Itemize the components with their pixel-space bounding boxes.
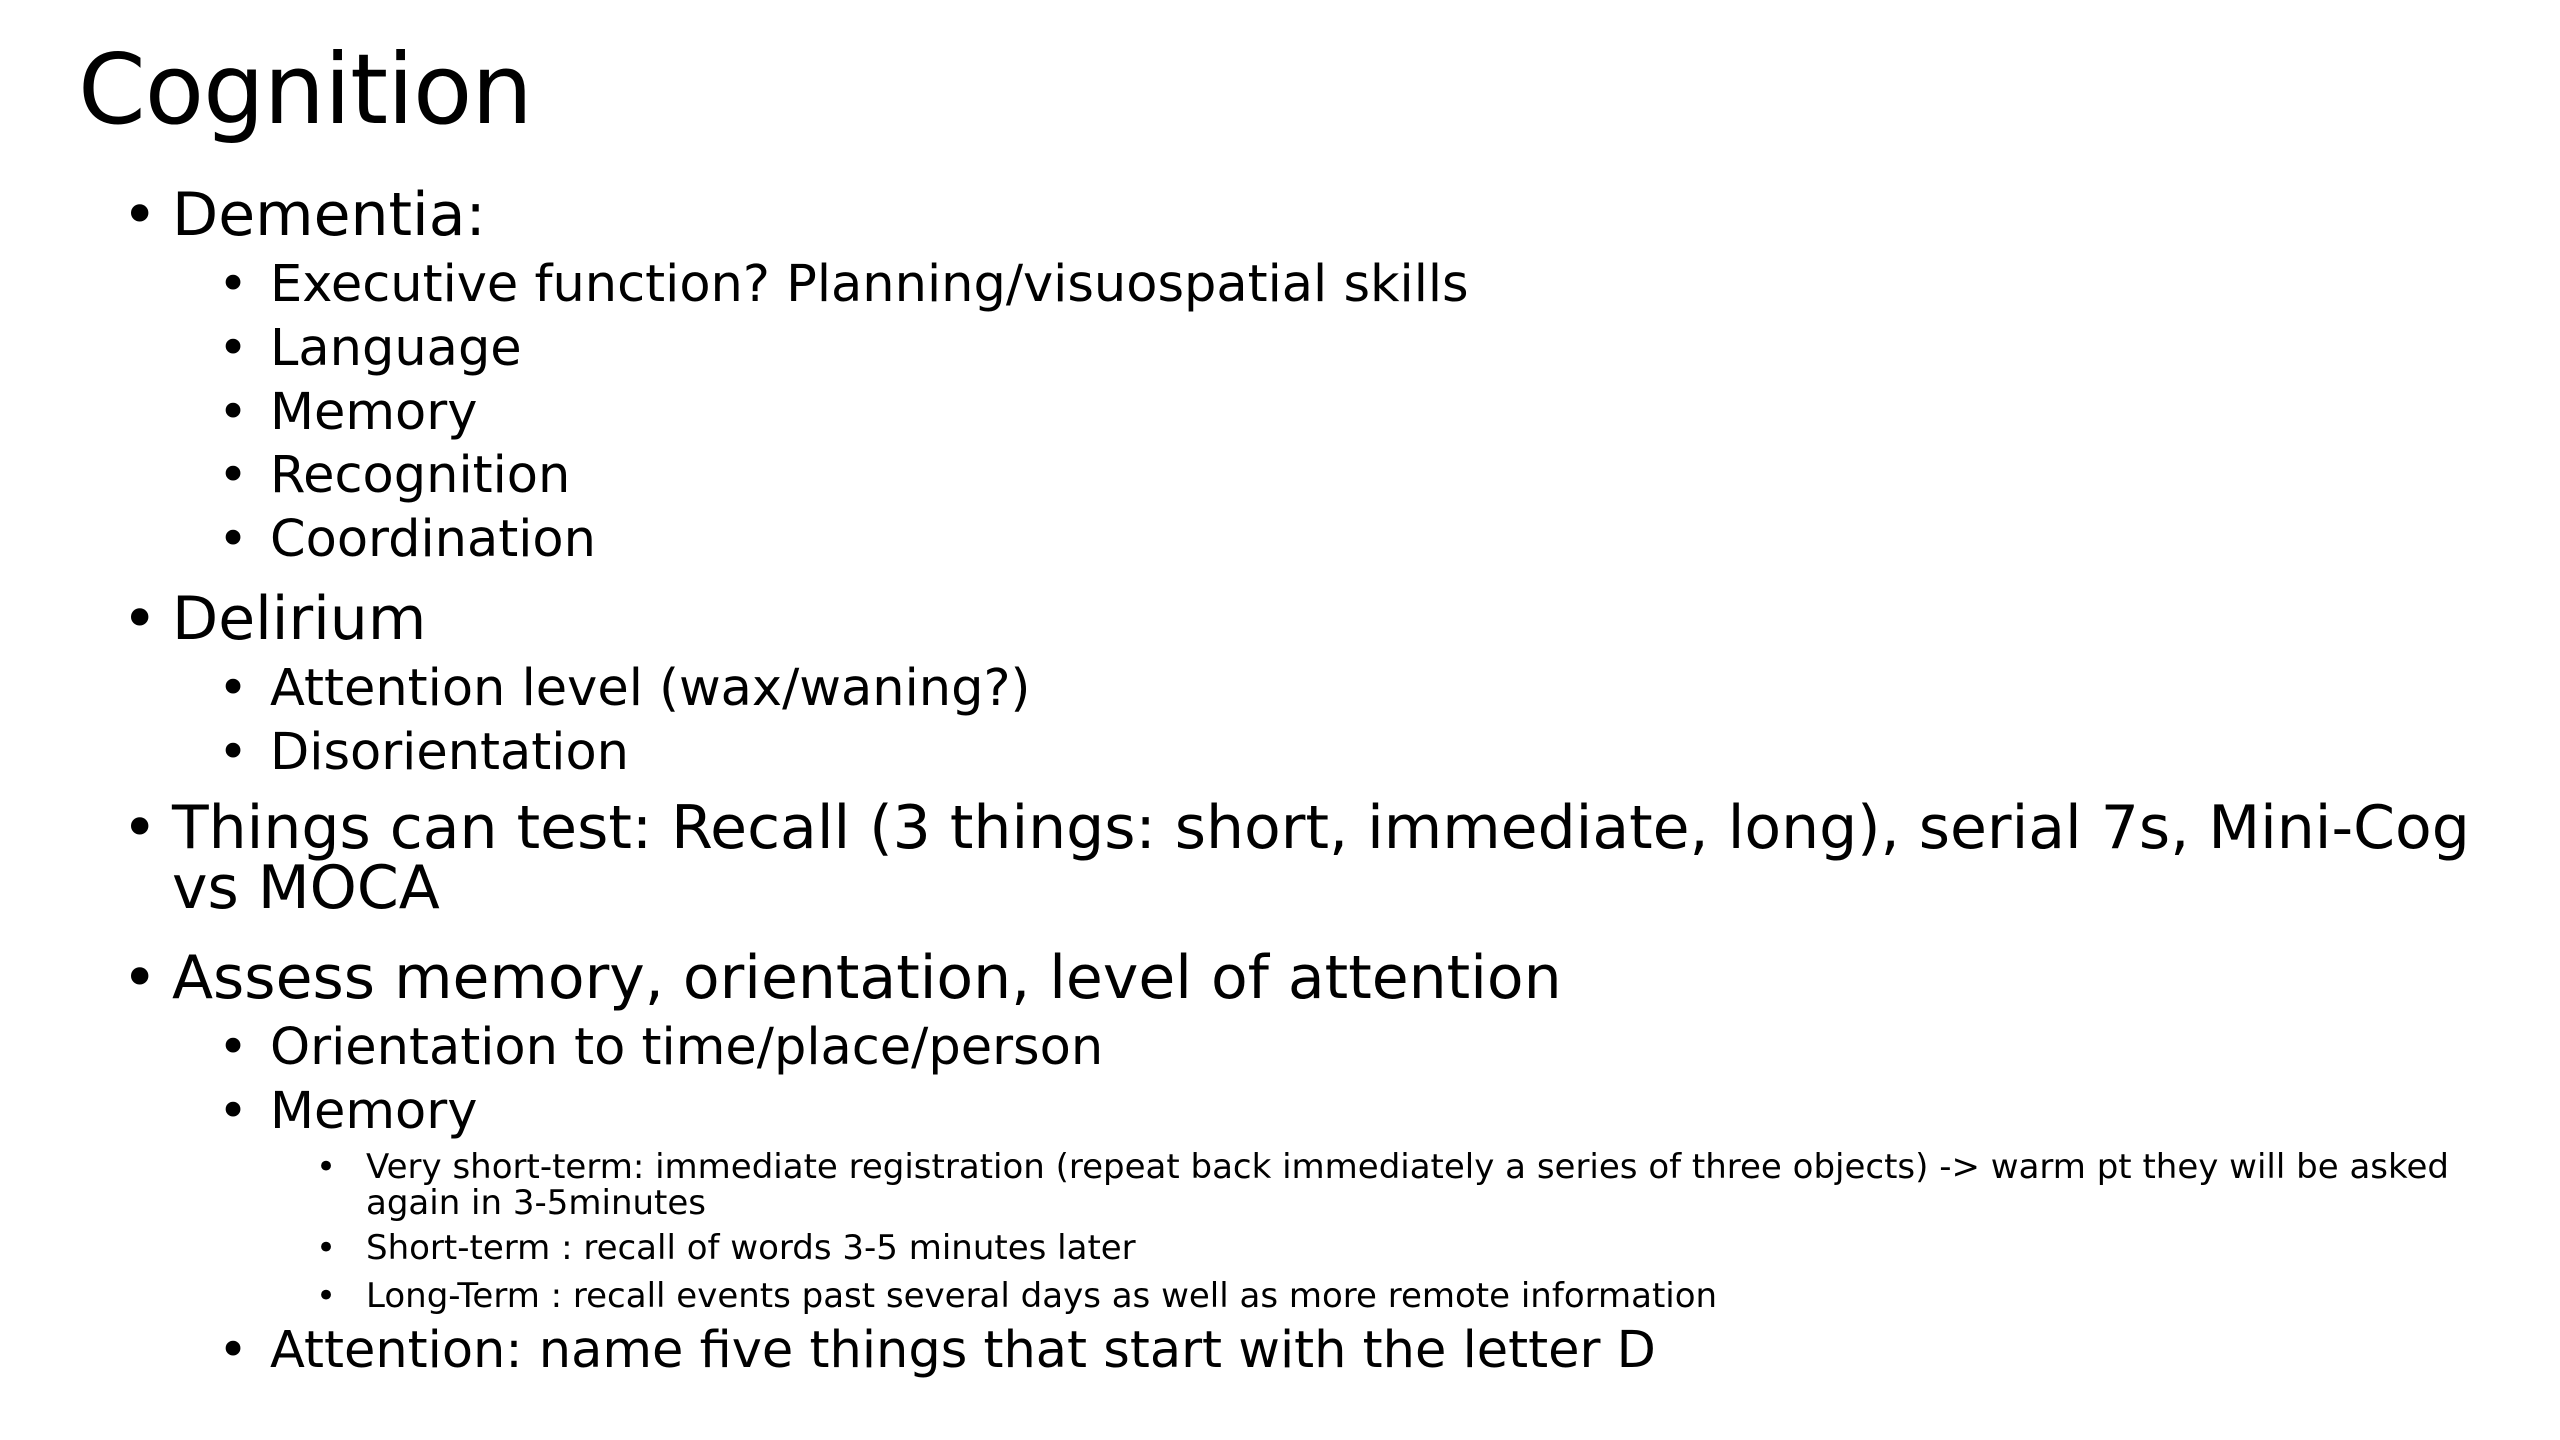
bullet-dot: • [218, 319, 249, 378]
bullet-text: Memory [270, 383, 478, 442]
bullet-dot: • [218, 255, 249, 314]
bullet-text: Executive function? Planning/visuospatial skills [270, 255, 1469, 314]
bullet-dot: • [316, 1147, 337, 1187]
bullet-text: Recognition [270, 446, 571, 505]
bullet-text: Memory [270, 1082, 478, 1141]
bullet-text: Short-term : recall of words 3-5 minutes later [366, 1228, 1136, 1268]
bullet-text: Very short-term: immediate registration (repeat back immediately a series of three objects) -> warm pt they will be asked again in 3-5minutes [366, 1147, 2449, 1223]
bullet-text: Assess memory, orientation, level of attention [172, 943, 1562, 1013]
bullet-text: Orientation to time/place/person [270, 1018, 1104, 1077]
bullet-text: Coordination [270, 510, 596, 569]
bullet-text: Dementia: [172, 180, 486, 250]
bullet-dot: • [218, 446, 249, 505]
slide-title: Cognition [78, 33, 532, 146]
bullet-dot: • [218, 1018, 249, 1077]
bullet-dot: • [122, 943, 158, 1013]
bullet-dot: • [218, 1321, 249, 1380]
bullet-dot: • [218, 723, 249, 782]
bullet-dot: • [122, 793, 158, 863]
bullet-dot: • [218, 383, 249, 442]
bullet-text: Attention level (wax/waning?) [270, 659, 1031, 718]
bullet-dot: • [122, 584, 158, 654]
bullet-dot: • [122, 180, 158, 250]
bullet-text: Language [270, 319, 522, 378]
bullet-text: Long-Term : recall events past several days as well as more remote information [366, 1276, 1718, 1316]
bullet-dot: • [218, 659, 249, 718]
bullet-dot: • [316, 1276, 337, 1316]
bullet-text: Delirium [172, 584, 427, 654]
bullet-text: Things can test: Recall (3 things: short, immediate, long), serial 7s, Mini-Cog vs MOCA [172, 793, 2470, 923]
bullet-dot: • [316, 1228, 337, 1268]
bullet-text: Attention: name five things that start with the letter D [270, 1321, 1656, 1380]
bullet-dot: • [218, 1082, 249, 1141]
bullet-text: Disorientation [270, 723, 629, 782]
bullet-dot: • [218, 510, 249, 569]
